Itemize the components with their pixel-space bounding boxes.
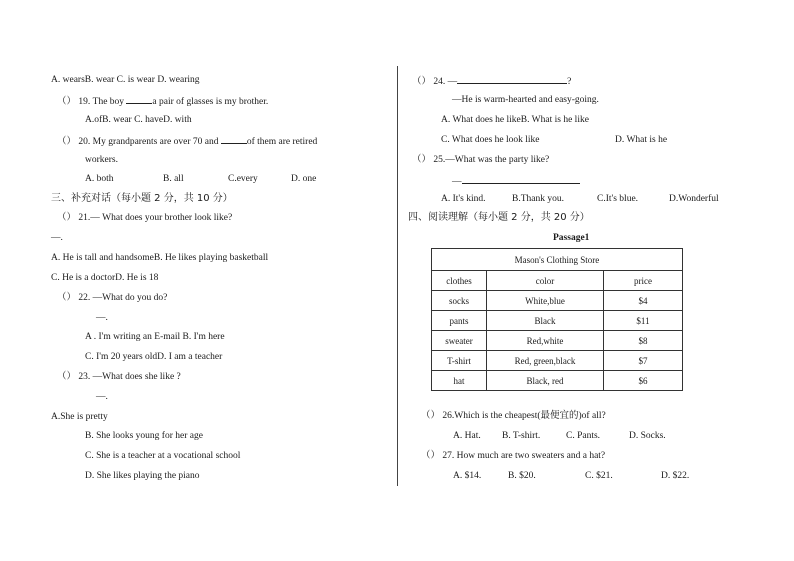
table-cell: socks <box>432 291 487 311</box>
question-24: （） 24. — ? <box>412 74 571 88</box>
q21-options-ab: A. He is tall and handsomeB. He likes playing basketball <box>51 253 269 263</box>
table-cell: Black, red <box>487 371 604 391</box>
table-cell: $7 <box>604 351 683 371</box>
table-cell: sweater <box>432 331 487 351</box>
table-caption-row <box>432 249 683 271</box>
q20-option-b: B. all <box>163 174 184 184</box>
q23-option-b: B. She looks young for her age <box>85 431 203 441</box>
question-25: （） 25.—What was the party like? <box>412 155 550 165</box>
q23-reply: —. <box>96 392 108 402</box>
table-caption: Mason's Clothing Store <box>432 249 683 271</box>
clothing-store-table <box>431 248 683 391</box>
question-23: （） 23. —What does she like ? <box>57 372 181 382</box>
table-cell: Black <box>487 311 604 331</box>
table-cell: $4 <box>604 291 683 311</box>
q20-option-c: C.every <box>228 174 258 184</box>
q26-option-d: D. Socks. <box>629 431 666 441</box>
answer-paren[interactable]: （） <box>57 137 77 147</box>
answer-paren[interactable]: （） <box>57 213 77 223</box>
table-cell: Red,white <box>487 331 604 351</box>
answer-blank[interactable] <box>126 94 152 104</box>
q25-option-d: D.Wonderful <box>669 194 719 204</box>
q24-option-c: C. What does he look like <box>441 135 540 145</box>
q25-option-a: A. It's kind. <box>441 194 486 204</box>
q20-option-a: A. both <box>85 174 114 184</box>
table-cell: $8 <box>604 331 683 351</box>
answer-paren[interactable]: （） <box>421 411 441 421</box>
q25-option-c: C.It's blue. <box>597 194 639 204</box>
section-4-heading: 四、阅读理解（每小题 2 分，共 20 分） <box>408 212 590 223</box>
q18-options: A. wearsB. wear C. is wear D. wearing <box>51 75 200 85</box>
column-header: clothes <box>432 271 487 291</box>
question-19: （） 19. The boy a pair of glasses is my brother. <box>57 94 268 108</box>
answer-blank[interactable] <box>221 134 247 144</box>
question-22: （） 22. —What do you do? <box>57 293 168 303</box>
table-cell: $6 <box>604 371 683 391</box>
q27-option-d: D. $22. <box>661 471 690 481</box>
q24-reply: —He is warm-hearted and easy-going. <box>452 95 599 105</box>
q26-option-c: C. Pants. <box>566 431 601 441</box>
q21-reply: —. <box>51 233 63 243</box>
answer-paren[interactable]: （） <box>57 97 77 107</box>
q22-options-cd: C. I'm 20 years oldD. I am a teacher <box>85 352 223 362</box>
column-header: price <box>604 271 683 291</box>
q20-continuation: workers. <box>85 155 118 165</box>
answer-paren[interactable]: （） <box>421 451 441 461</box>
passage-title: Passage1 <box>553 233 590 243</box>
question-21: （） 21.— What does your brother look like? <box>57 213 233 223</box>
q27-option-a: A. $14. <box>453 471 482 481</box>
table-row <box>432 331 683 351</box>
q19-options: A.ofB. wear C. haveD. with <box>85 115 192 125</box>
q25-reply: — <box>452 174 580 188</box>
answer-blank[interactable] <box>462 174 580 184</box>
q20-option-d: D. one <box>291 174 317 184</box>
q23-option-d: D. She likes playing the piano <box>85 471 200 481</box>
table-cell: $11 <box>604 311 683 331</box>
answer-paren[interactable]: （） <box>57 293 77 303</box>
question-20: （） 20. My grandparents are over 70 and of them are retired <box>57 134 317 148</box>
answer-paren[interactable]: （） <box>412 77 432 87</box>
question-27: （） 27. How much are two sweaters and a hat? <box>421 451 606 461</box>
table-row <box>432 311 683 331</box>
q26-option-b: B. T-shirt. <box>502 431 541 441</box>
q22-options-ab: A . I'm writing an E-mail B. I'm here <box>85 332 225 342</box>
table-cell: T-shirt <box>432 351 487 371</box>
table-cell: Red, green,black <box>487 351 604 371</box>
answer-paren[interactable]: （） <box>57 372 77 382</box>
q26-option-a: A. Hat. <box>453 431 481 441</box>
q23-option-a: A.She is pretty <box>51 412 108 422</box>
answer-blank[interactable] <box>457 74 567 84</box>
table-header-row <box>432 271 683 291</box>
table-cell: White,blue <box>487 291 604 311</box>
table-row <box>432 291 683 311</box>
q24-option-d: D. What is he <box>615 135 668 145</box>
q27-option-c: C. $21. <box>585 471 613 481</box>
q25-option-b: B.Thank you. <box>512 194 564 204</box>
table-row <box>432 371 683 391</box>
q22-reply: —. <box>96 313 108 323</box>
q23-option-c: C. She is a teacher at a vocational school <box>85 451 241 461</box>
question-26: （） 26.Which is the cheapest(最便宜的)of all? <box>421 411 606 421</box>
answer-paren[interactable]: （） <box>412 155 432 165</box>
q21-options-cd: C. He is a doctorD. He is 18 <box>51 273 159 283</box>
column-header: color <box>487 271 604 291</box>
q24-options-ab: A. What does he likeB. What is he like <box>441 115 589 125</box>
table-cell: pants <box>432 311 487 331</box>
section-3-heading: 三、补充对话（每小题 2 分，共 10 分） <box>51 193 233 204</box>
column-divider <box>397 66 398 486</box>
q27-option-b: B. $20. <box>508 471 536 481</box>
table-row <box>432 351 683 371</box>
table-cell: hat <box>432 371 487 391</box>
